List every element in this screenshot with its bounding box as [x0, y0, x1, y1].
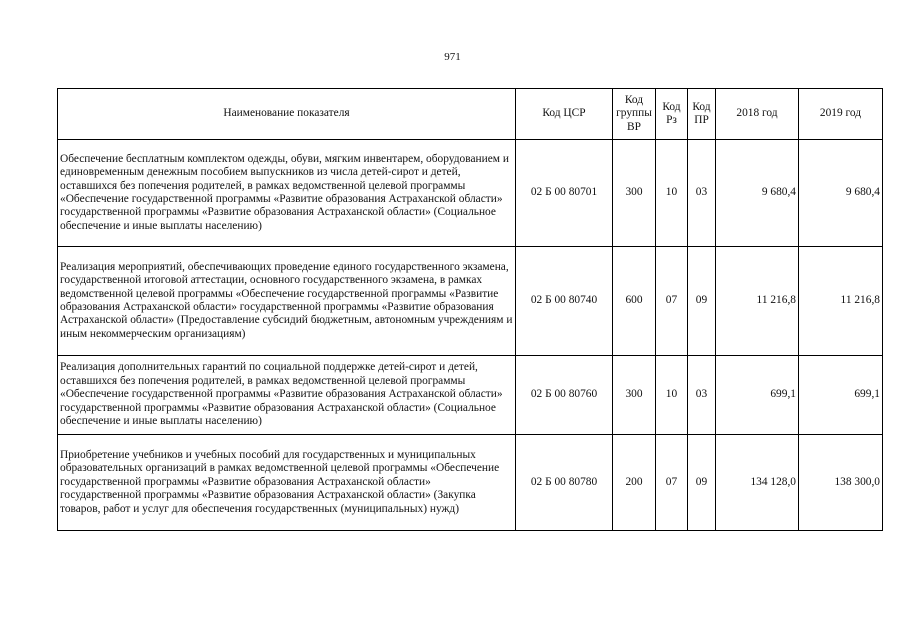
- row-rz: 10: [656, 356, 688, 435]
- row-2018: 9 680,4: [716, 140, 799, 247]
- row-csr: 02 Б 00 80701: [516, 140, 613, 247]
- row-pr: 03: [688, 140, 716, 247]
- row-name: Приобретение учебников и учебных пособий для государственных и муниципальных образовательных организаций в рамках ведомственной целевой программы «Обеспечение государственной программы «Развитие образования Астраханской области» государственной программы «Развитие образования Астраханской области» (Закупка товаров, работ и услуг для обеспечения государственных (муниципальных) нужд): [58, 435, 516, 531]
- header-vr: Код группы ВР: [613, 89, 656, 140]
- table-row: [58, 356, 883, 435]
- page-number: 971: [444, 51, 461, 63]
- header-row: [58, 89, 883, 140]
- table-row: [58, 140, 883, 247]
- row-pr: 03: [688, 356, 716, 435]
- row-2018: 134 128,0: [716, 435, 799, 531]
- row-2019: 9 680,4: [799, 140, 883, 247]
- row-2018: 11 216,8: [716, 247, 799, 356]
- table-row: [58, 435, 883, 531]
- header-2019: 2019 год: [799, 89, 883, 140]
- row-2019: 138 300,0: [799, 435, 883, 531]
- row-vr: 300: [613, 140, 656, 247]
- row-csr: 02 Б 00 80760: [516, 356, 613, 435]
- row-name: Реализация дополнительных гарантий по социальной поддержке детей-сирот и детей, оставшихся без попечения родителей, в рамках ведомственной целевой программы «Обеспечение государственной программы «Развитие образования Астраханской области» государственной программы «Развитие образования Астраханской области» (Социальное обеспечение и иные выплаты населению): [58, 356, 516, 435]
- row-vr: 300: [613, 356, 656, 435]
- header-2018: 2018 год: [716, 89, 799, 140]
- row-pr: 09: [688, 247, 716, 356]
- row-rz: 10: [656, 140, 688, 247]
- row-csr: 02 Б 00 80780: [516, 435, 613, 531]
- row-vr: 600: [613, 247, 656, 356]
- row-vr: 200: [613, 435, 656, 531]
- row-2019: 11 216,8: [799, 247, 883, 356]
- header-pr: Код ПР: [688, 89, 716, 140]
- row-csr: 02 Б 00 80740: [516, 247, 613, 356]
- row-name: Реализация мероприятий, обеспечивающих проведение единого государственного экзамена, государственной итоговой аттестации, основного государственного экзамена, в рамках ведомственной целевой программы «Обеспечение государственной программы «Развитие образования Астраханской области» государственной программы «Развитие образования Астраханской области» (Предоставление субсидий бюджетным, автономным учреждениям и иным некоммерческим организациям): [58, 247, 516, 356]
- row-name: Обеспечение бесплатным комплектом одежды, обуви, мягким инвентарем, оборудованием и единовременным денежным пособием выпускников из числа детей-сирот и детей, оставшихся без попечения родителей, в рамках ведомственной целевой программы «Обеспечение государственной программы «Развитие образования Астраханской области» государственной программы «Развитие образования Астраханской области» (Социальное обеспечение и иные выплаты населению): [58, 140, 516, 247]
- row-pr: 09: [688, 435, 716, 531]
- row-2018: 699,1: [716, 356, 799, 435]
- header-csr: Код ЦСР: [516, 89, 613, 140]
- table-row: [58, 247, 883, 356]
- header-rz: Код Рз: [656, 89, 688, 140]
- header-name: Наименование показателя: [58, 89, 516, 140]
- row-rz: 07: [656, 435, 688, 531]
- row-rz: 07: [656, 247, 688, 356]
- row-2019: 699,1: [799, 356, 883, 435]
- budget-table: [57, 88, 883, 531]
